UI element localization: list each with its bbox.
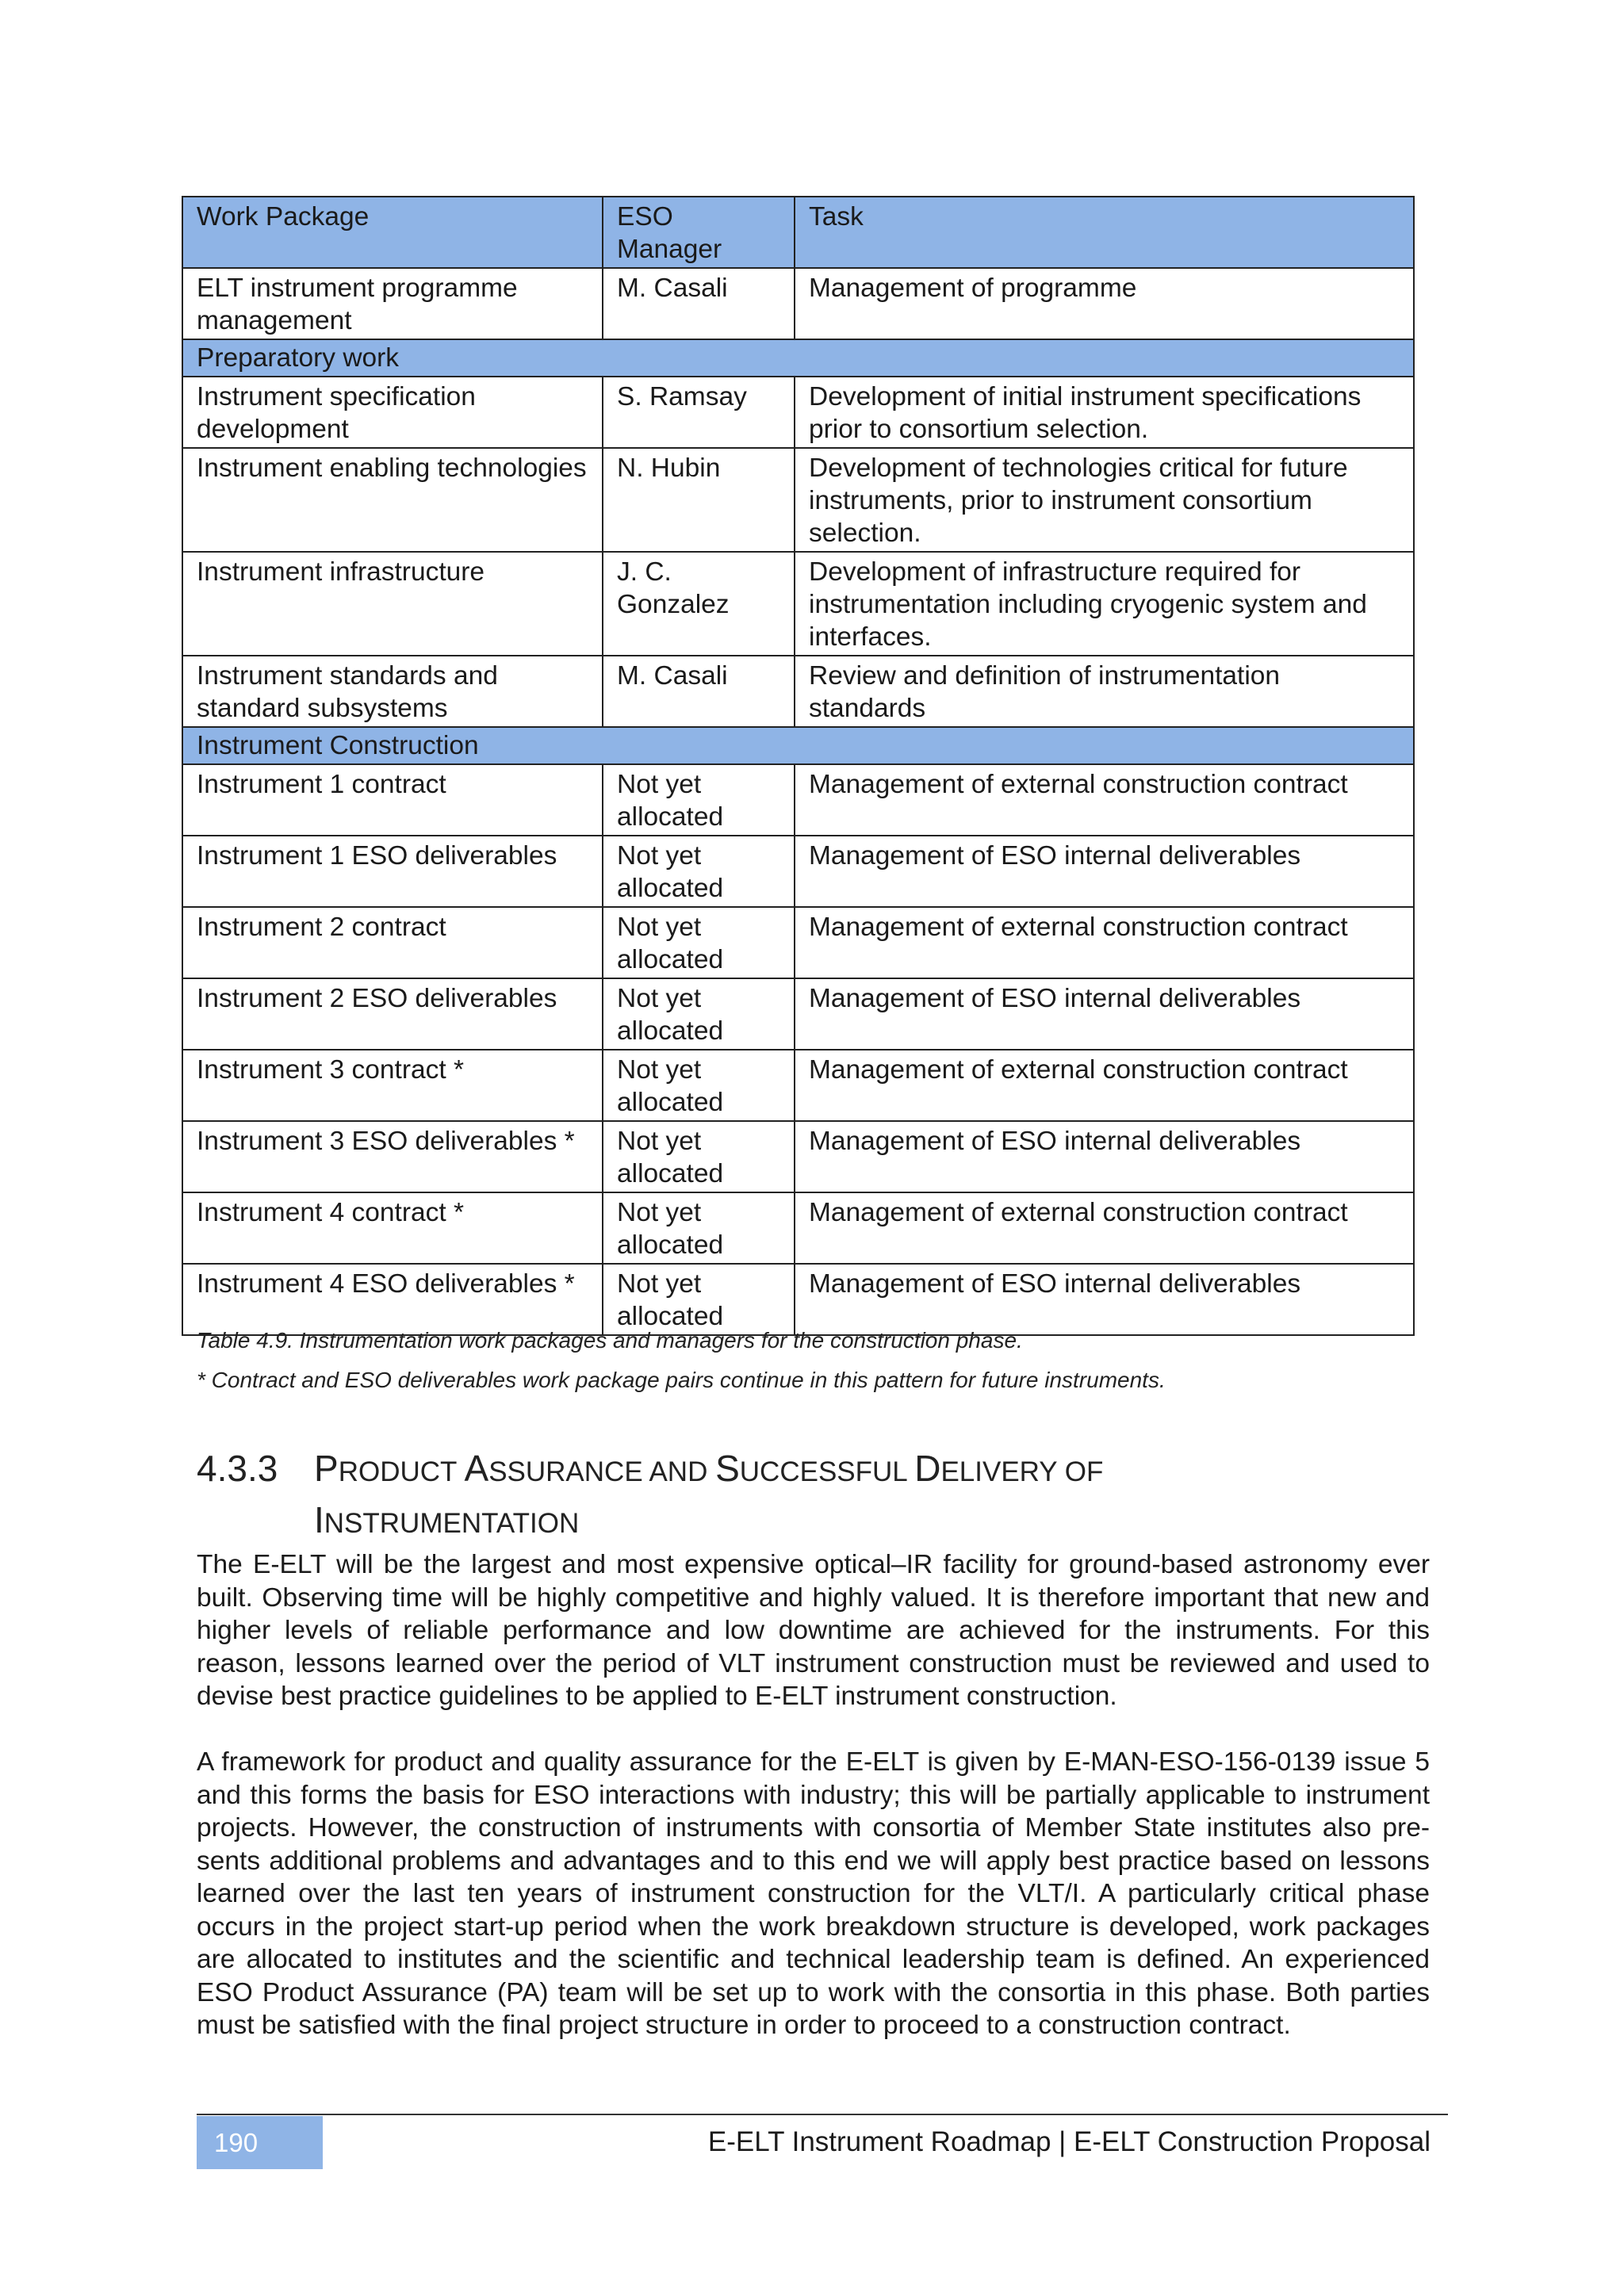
task-cell: Development of initial instrument specifications prior to consortium selection. (795, 377, 1414, 448)
table-row (182, 552, 1414, 656)
table-row (182, 907, 1414, 978)
work-package-cell: Instrument 1 ESO deliverables (182, 836, 603, 907)
table-row (182, 978, 1414, 1050)
eso-manager-cell: Not yet allocated (603, 1050, 795, 1121)
task-cell: Management of ESO internal deliverables (795, 1121, 1414, 1192)
work-package-cell: Instrument standards and standard subsystems (182, 656, 603, 727)
table-row (182, 1050, 1414, 1121)
task-cell: Management of programme (795, 268, 1414, 339)
table-caption: Table 4.9. Instrumentation work packages and managers for the construction phase. (197, 1328, 1023, 1353)
work-package-cell: Instrument specification development (182, 377, 603, 448)
header-eso-manager: ESO Manager (603, 197, 795, 268)
table-group-row (182, 339, 1414, 377)
work-package-cell: Instrument enabling technologies (182, 448, 603, 552)
section-title-line2: INSTRUMENTATION (314, 1499, 580, 1540)
table-row (182, 1264, 1414, 1335)
table-row (182, 448, 1414, 552)
eso-manager-cell: Not yet allocated (603, 764, 795, 836)
header-work-package: Work Package (182, 197, 603, 268)
work-package-cell: Instrument infrastructure (182, 552, 603, 656)
task-cell: Management of ESO internal deliverables (795, 836, 1414, 907)
task-cell: Development of infrastructure required for instrumentation including cryogenic system and interfaces. (795, 552, 1414, 656)
task-cell: Review and definition of instrumentation standards (795, 656, 1414, 727)
page-number: 190 (197, 2116, 323, 2169)
work-package-cell: ELT instrument programme management (182, 268, 603, 339)
task-cell: Development of technologies critical for future instruments, prior to instrument consortium selection. (795, 448, 1414, 552)
task-cell: Management of ESO internal deliverables (795, 1264, 1414, 1335)
eso-manager-cell: Not yet allocated (603, 907, 795, 978)
work-package-cell: Instrument 4 contract * (182, 1192, 603, 1264)
task-cell: Management of external construction contract (795, 764, 1414, 836)
work-package-table (182, 196, 1415, 1336)
eso-manager-cell: J. C. Gonzalez (603, 552, 795, 656)
task-cell: Management of external construction contract (795, 1050, 1414, 1121)
table-row (182, 1121, 1414, 1192)
work-package-cell: Instrument 1 contract (182, 764, 603, 836)
table-row (182, 656, 1414, 727)
paragraph-2: A framework for product and quality assurance for the E-ELT is given by E-MAN-ESO-156-0139 issue 5 and this forms the basis for ESO interactions with industry; this will be partially applicable to instrument projects. However, the construction of instruments with consortia of Member State institutes also pre-sents additional problems and advantages and to this end we will apply best practice based on lessons learned over the last ten years of instrument construction for the VLT/I. A particularly critical phase occurs in the project start-up period when the work breakdown structure is developed, work packages are allocated to institutes and the scientific and technical leadership team is defined. An experienced ESO Product Assurance (PA) team will be set up to work with the consortia in this phase. Both parties must be satisfied with the final project structure in order to proceed to a construction contract. (197, 1747, 1430, 2040)
eso-manager-cell: Not yet allocated (603, 836, 795, 907)
table-row (182, 764, 1414, 836)
table-header-row (182, 197, 1414, 268)
group-label: Instrument Construction (182, 727, 1414, 764)
header-task: Task (795, 197, 1414, 268)
table-row (182, 1192, 1414, 1264)
work-package-cell: Instrument 4 ESO deliverables * (182, 1264, 603, 1335)
section-heading (197, 1445, 1103, 1548)
task-cell: Management of external construction contract (795, 907, 1414, 978)
eso-manager-cell: M. Casali (603, 656, 795, 727)
eso-manager-cell: Not yet allocated (603, 1264, 795, 1335)
work-package-cell: Instrument 3 ESO deliverables * (182, 1121, 603, 1192)
table-row (182, 377, 1414, 448)
eso-manager-cell: N. Hubin (603, 448, 795, 552)
eso-manager-cell: Not yet allocated (603, 1121, 795, 1192)
group-label: Preparatory work (182, 339, 1414, 377)
work-package-cell: Instrument 2 contract (182, 907, 603, 978)
task-cell: Management of ESO internal deliverables (795, 978, 1414, 1050)
task-cell: Management of external construction contract (795, 1192, 1414, 1264)
footer-title: E-ELT Instrument Roadmap | E-ELT Construction Proposal (707, 2126, 1431, 2157)
eso-manager-cell: Not yet allocated (603, 1192, 795, 1264)
table-row (182, 836, 1414, 907)
work-package-cell: Instrument 2 ESO deliverables (182, 978, 603, 1050)
work-package-cell: Instrument 3 contract * (182, 1050, 603, 1121)
eso-manager-cell: M. Casali (603, 268, 795, 339)
footer-divider (197, 2114, 1448, 2115)
section-number: 4.3.3 (197, 1448, 278, 1489)
section-title-line1: PRODUCT ASSURANCE AND SUCCESSFUL DELIVERY OF (314, 1448, 1104, 1489)
eso-manager-cell: S. Ramsay (603, 377, 795, 448)
table-footnote: * Contract and ESO deliverables work package pairs continue in this pattern for future instruments. (197, 1368, 1166, 1392)
table-row (182, 268, 1414, 339)
eso-manager-cell: Not yet allocated (603, 978, 795, 1050)
paragraph-1: The E-ELT will be the largest and most expensive optical–IR facility for ground-based astronomy ever built. Observing time will be highly competitive and highly valued. It is therefore important that new and higher levels of reliable performance and low downtime are achieved for the instruments. For this reason, lessons learned over the period of VLT instrument construction must be reviewed and used to devise best practice guidelines to be applied to E-ELT instrument construction. (197, 1550, 1430, 1711)
table-group-row (182, 727, 1414, 764)
